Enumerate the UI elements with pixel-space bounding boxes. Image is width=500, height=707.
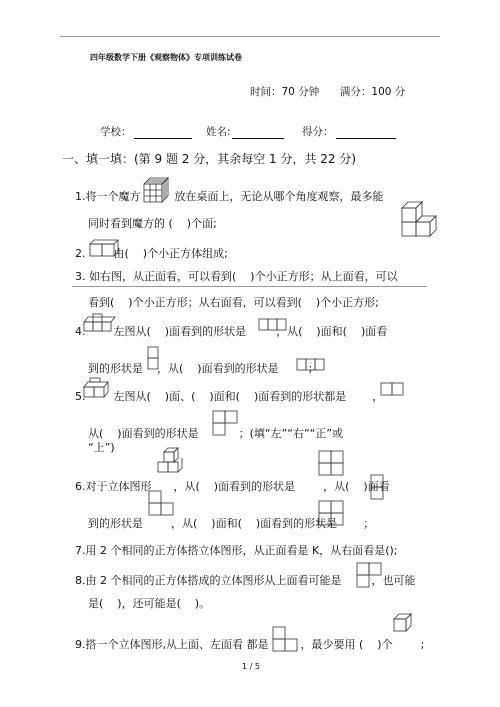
full-score-label: 满分：100 分 [339, 86, 406, 98]
q5-line3: “上”) [88, 441, 115, 454]
q5-view-two-squares-icon [380, 382, 406, 398]
q5-line2: 从( )面看到的形状是 ；(填“左”“右”“正”或 [88, 427, 344, 440]
q6-solid-icon [156, 448, 186, 476]
q4-line2: 到的形状是 ，从( )面看到的形状是 ; [88, 362, 313, 375]
q9-cube-icon [392, 612, 414, 634]
two-cube-figure-icon [88, 238, 118, 258]
q8-top-view-icon [356, 562, 384, 590]
q4-view-row-icon [296, 358, 326, 372]
q3-line2: 看到( )个小正方形；从右面看，可以看到( )个小正方形; [88, 296, 379, 309]
name-label: 姓名: [206, 126, 231, 138]
q1-line1: 1.将一个魔方 放在桌面上，无论从哪个角度观察，最多能 [75, 190, 384, 203]
time-label: 时间：70 分钟 [250, 86, 320, 98]
q4-view-three-squares-icon [258, 318, 288, 332]
q3-line1: 3. 如右图，从正面看，可以看到( )个小正方形；从上面看，可以 [75, 270, 398, 283]
exam-time-score [250, 84, 405, 99]
header-rule [60, 36, 440, 37]
q5-view-l-shape-icon [212, 410, 240, 438]
q6-line2: 到的形状是 ，从( )面和( )面看到的形状是 ； [88, 517, 375, 530]
name-field[interactable] [232, 138, 284, 139]
score-field[interactable] [336, 138, 396, 139]
q5-solid-icon [82, 378, 114, 400]
q6-view-b-icon [370, 474, 386, 504]
school-field[interactable] [134, 138, 192, 139]
q4-view-column-icon [147, 346, 161, 372]
page-title: 四年级数学下册《观察物体》专项训练试卷 [90, 53, 242, 62]
page-number: 1 / 5 [242, 662, 260, 671]
q5-line1: 5. 左图从( )面、( )面和( )面看到的形状都是 ， [75, 390, 384, 403]
q4-line1: 4. 左图从( )面看到的形状是 ，从( )面和( )面看 [75, 325, 388, 338]
score-field-label: 得分： [302, 126, 334, 138]
q6-view-a-icon [318, 450, 346, 478]
cube-stack-icon [400, 200, 438, 244]
q8-line1: 8.由 2 个相同的正方体搭成的立体图形从上面看可能是 ，也可能 [75, 574, 416, 587]
q4-solid-icon [82, 314, 114, 334]
q9-line: 9.搭一个立体图形,从上面、左面看 都是 ，最少要用 ( )个 ; [75, 638, 425, 651]
q6-view-c-icon [148, 490, 176, 518]
q1-line2: 同时看到魔方的 ( )个面; [88, 217, 217, 230]
q6-view-d-icon [318, 500, 346, 528]
q7-line: 7.用 2 个相同的正方体搭立体图形，从正面看是 K，从右面看是(); [75, 544, 398, 557]
q8-line2: 是( )，还可能是( )。 [88, 597, 211, 610]
school-label: 学校： [100, 126, 132, 138]
rubiks-cube-icon [142, 176, 172, 204]
q3-rule [72, 286, 427, 287]
q6-line1: 6.对于立体图形 ，从( )面看到的形状是 ，从( )面看 [75, 480, 390, 493]
section-title: 一、填一填：(第 9 题 2 分，其余每空 1 分，共 22 分) [62, 152, 357, 166]
q9-view-icon [272, 626, 300, 654]
q2-line: 2. 由( )个小正方体组成; [75, 247, 228, 260]
